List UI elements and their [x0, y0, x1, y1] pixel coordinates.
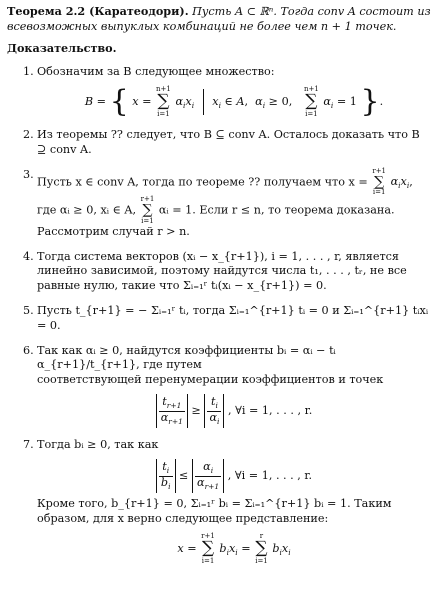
step-text-line-3: Рассмотрим случай r > n. [37, 224, 190, 238]
theorem-statement [7, 4, 431, 35]
step-text: Тогда bᵢ ≥ 0, так как [37, 438, 159, 452]
step-number: 2. [23, 127, 34, 141]
step-text-2: Кроме того, b_{r+1} = 0, Σᵢ₌₁ʳ bᵢ = Σᵢ₌₁^{r+1} bᵢ = 1. Таким образом, для x верно следующее представление: [37, 497, 392, 525]
proof-step-2 [7, 128, 431, 158]
document-page [7, 4, 431, 569]
proof-step-6 [7, 344, 431, 429]
step-number: 7. [23, 438, 34, 452]
step-text: Тогда система векторов (xᵢ − x_{r+1}), i = 1, . . . , r, является линейно зависимой, поэтому найдутся числа t₁, . . . , tᵣ, не все равные нулю, такие что Σᵢ₌₁ʳ tᵢ(xᵢ − x_{r+1}) = 0. [37, 249, 407, 293]
step-text: Из теоремы ?? следует, что B ⊆ conv A. Осталось доказать что B ⊇ conv A. [37, 127, 420, 156]
step-text-line-2: где αᵢ ≥ 0, xᵢ ∈ A, r+1 ∑ i=1 αᵢ = 1. Если r ≤ n, то теорема доказана. [37, 195, 395, 225]
inequality-display-2: $\frac{t_i}{b_i}$ ≤ $\frac{\alpha_i}{\alpha_{r+1}}$ , ∀i = 1, . . . , r. [37, 459, 431, 493]
proof-step-4 [7, 250, 431, 294]
step-number: 4. [23, 249, 34, 263]
inequality-display: $\frac{t_{r+1}}{\alpha_{r+1}}$ ≥ $\frac{t_i}{\alpha_i}$ , ∀i = 1, . . . , r. [37, 394, 431, 428]
step-text-line-1: Пусть x ∈ conv A, тогда по теореме ?? получаем что x = r+1 ∑ i=1 $\alpha_ix_i$, [37, 166, 413, 197]
proof-step-7 [7, 438, 431, 564]
step-number: 1. [23, 65, 34, 79]
step-number: 5. [23, 304, 34, 318]
set-b-definition: B = { x = n+1 ∑ i=1 $\alpha_ix_i$ $x_i$ ∈ A, $\alpha_i \ge 0$, n+1 ∑ i=1 $\alpha_i = 1$ }. [84, 84, 384, 120]
final-representation: x = r+1 ∑ i=1 $b_ix_i$ = r ∑ i=1 $b_ix_i$ [177, 531, 291, 565]
proof-title: Доказательство. [7, 40, 117, 55]
theorem-label: Теорема 2.2 (Каратеодори). [7, 4, 189, 18]
step-number: 6. [23, 343, 34, 357]
proof-step-5 [7, 304, 431, 334]
theorem-text: Пусть A ⊂ ℝⁿ. Тогда conv A состоит из всевозможных выпуклых комбинаций не более чем n + 1 точек. [7, 5, 431, 33]
step-text: Пусть t_{r+1} = − Σᵢ₌₁ʳ tᵢ, тогда Σᵢ₌₁^{r+1} tᵢ = 0 и Σᵢ₌₁^{r+1} tᵢxᵢ = 0. [37, 304, 429, 332]
step-number: 3. [23, 167, 34, 181]
step-text-2: соответствующей перенумерации коэффициентов и точек [37, 373, 384, 387]
proof-step-3 [7, 168, 431, 240]
step-text: Обозначим за B следующее множество: [37, 65, 275, 79]
step-text: Так как αᵢ ≥ 0, найдутся коэффициенты bᵢ = αᵢ − tᵢ α_{r+1}/t_{r+1}, где путем [37, 343, 336, 372]
proof-step-1 [7, 65, 431, 118]
